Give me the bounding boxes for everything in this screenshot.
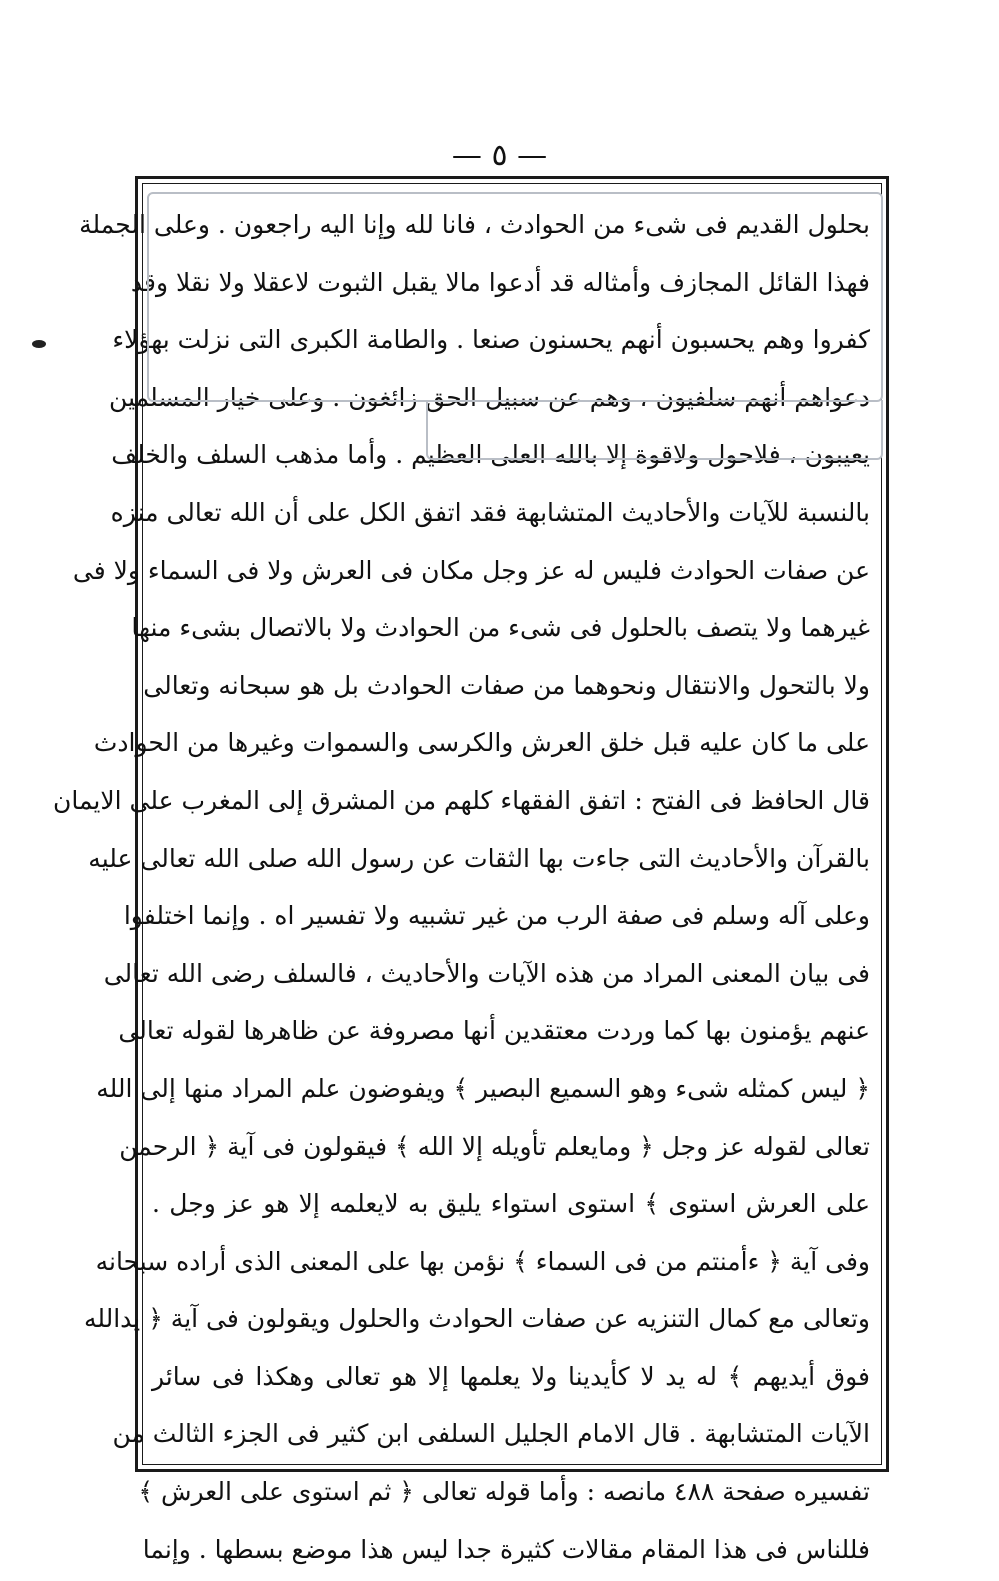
- text-line: دعواهم أنهم سلفيون ، وهم عن سبيل الحق زائغون . وعلى خيار المسلمين: [109, 382, 870, 412]
- text-line: فهذا القائل المجازف وأمثاله قد أدعوا مالا يقبل الثبوت لاعقلا ولا نقلا وقد: [130, 267, 870, 297]
- text-line: كفروا وهم يحسبون أنهم يحسنون صنعا . والطامة الكبرى التى نزلت بهؤلاء: [112, 325, 870, 355]
- margin-ink-mark: [32, 340, 46, 348]
- text-line: فللناس فى هذا المقام مقالات كثيرة جدا ليس هذا موضع بسطها . وإنما: [142, 1534, 870, 1564]
- text-line: الآيات المتشابهة . قال الامام الجليل السلفى ابن كثير فى الجزء الثالث من: [112, 1419, 870, 1449]
- text-line: ولا بالتحول والانتقال ونحوهما من صفات الحوادث بل هو سبحانه وتعالى: [143, 670, 870, 700]
- text-line: فى بيان المعنى المراد من هذه الآيات والأحاديث ، فالسلف رضى الله تعالى: [103, 958, 870, 988]
- text-line: وعلى آله وسلم فى صفة الرب من غير تشبيه ولا تفسير اه . وإنما اختلفوا: [123, 901, 870, 931]
- text-line: على العرش استوى ﴾ استوى استواء يليق به لايعلمه إلا هو عز وجل .: [152, 1189, 870, 1219]
- text-line: بحلول القديم فى شىء من الحوادث ، فانا لله وإنا اليه راجعون . وعلى الجملة: [79, 210, 870, 239]
- text-line: ﴿ ليس كمثله شىء وهو السميع البصير ﴾ ويفوضون علم المراد منها إلى الله: [96, 1073, 870, 1103]
- text-line: بالنسبة للآيات والأحاديث المتشابهة فقد اتفق الكل على أن الله تعالى منزه: [110, 497, 870, 527]
- body-text: [53, 196, 870, 1578]
- text-line: تعالى لقوله عز وجل ﴿ ومايعلم تأويله إلا الله ﴾ فيقولون فى آية ﴿ الرحمن: [119, 1131, 870, 1161]
- text-line: عن صفات الحوادث فليس له عز وجل مكان فى العرش ولا فى السماء ولا فى: [72, 555, 870, 585]
- text-line: فوق أيديهم ﴾ له يد لا كأيدينا ولا يعلمها إلا هو تعالى وهكذا فى سائر: [152, 1361, 870, 1391]
- text-line: وتعالى مع كمال التنزيه عن صفات الحوادث والحلول ويقولون فى آية ﴿ يدالله: [83, 1304, 870, 1334]
- text-line: بالقرآن والأحاديث التى جاءت بها الثقات عن رسول الله صلى الله تعالى عليه: [88, 843, 870, 873]
- text-line: يعيبون ، فلاحول ولاقوة إلا بالله العلى العظيم . وأما مذهب السلف والخلف: [111, 440, 870, 470]
- text-line: وفى آية ﴿ ءأمنتم من فى السماء ﴾ نؤمن بها على المعنى الذى أراده سبحانه: [95, 1246, 870, 1276]
- text-line: غيرهما ولا يتصف بالحلول فى شىء من الحوادث ولا بالاتصال بشىء منها: [131, 613, 870, 643]
- text-line: قال الحافظ فى الفتح : اتفق الفقهاء كلهم من المشرق إلى المغرب على الايمان: [53, 785, 870, 815]
- text-line: على ما كان عليه قبل خلق العرش والكرسى والسموات وغيرها من الحوادث: [93, 728, 870, 758]
- text-line: تفسيره صفحة ٤٨٨ مانصه : وأما قوله تعالى ﴿ ثم استوى على العرش ﴾: [138, 1477, 870, 1507]
- text-line: عنهم يؤمنون بها كما وردت معتقدين أنها مصروفة عن ظاهرها لقوله تعالى: [118, 1016, 870, 1046]
- page-number: — ٥ —: [451, 138, 548, 173]
